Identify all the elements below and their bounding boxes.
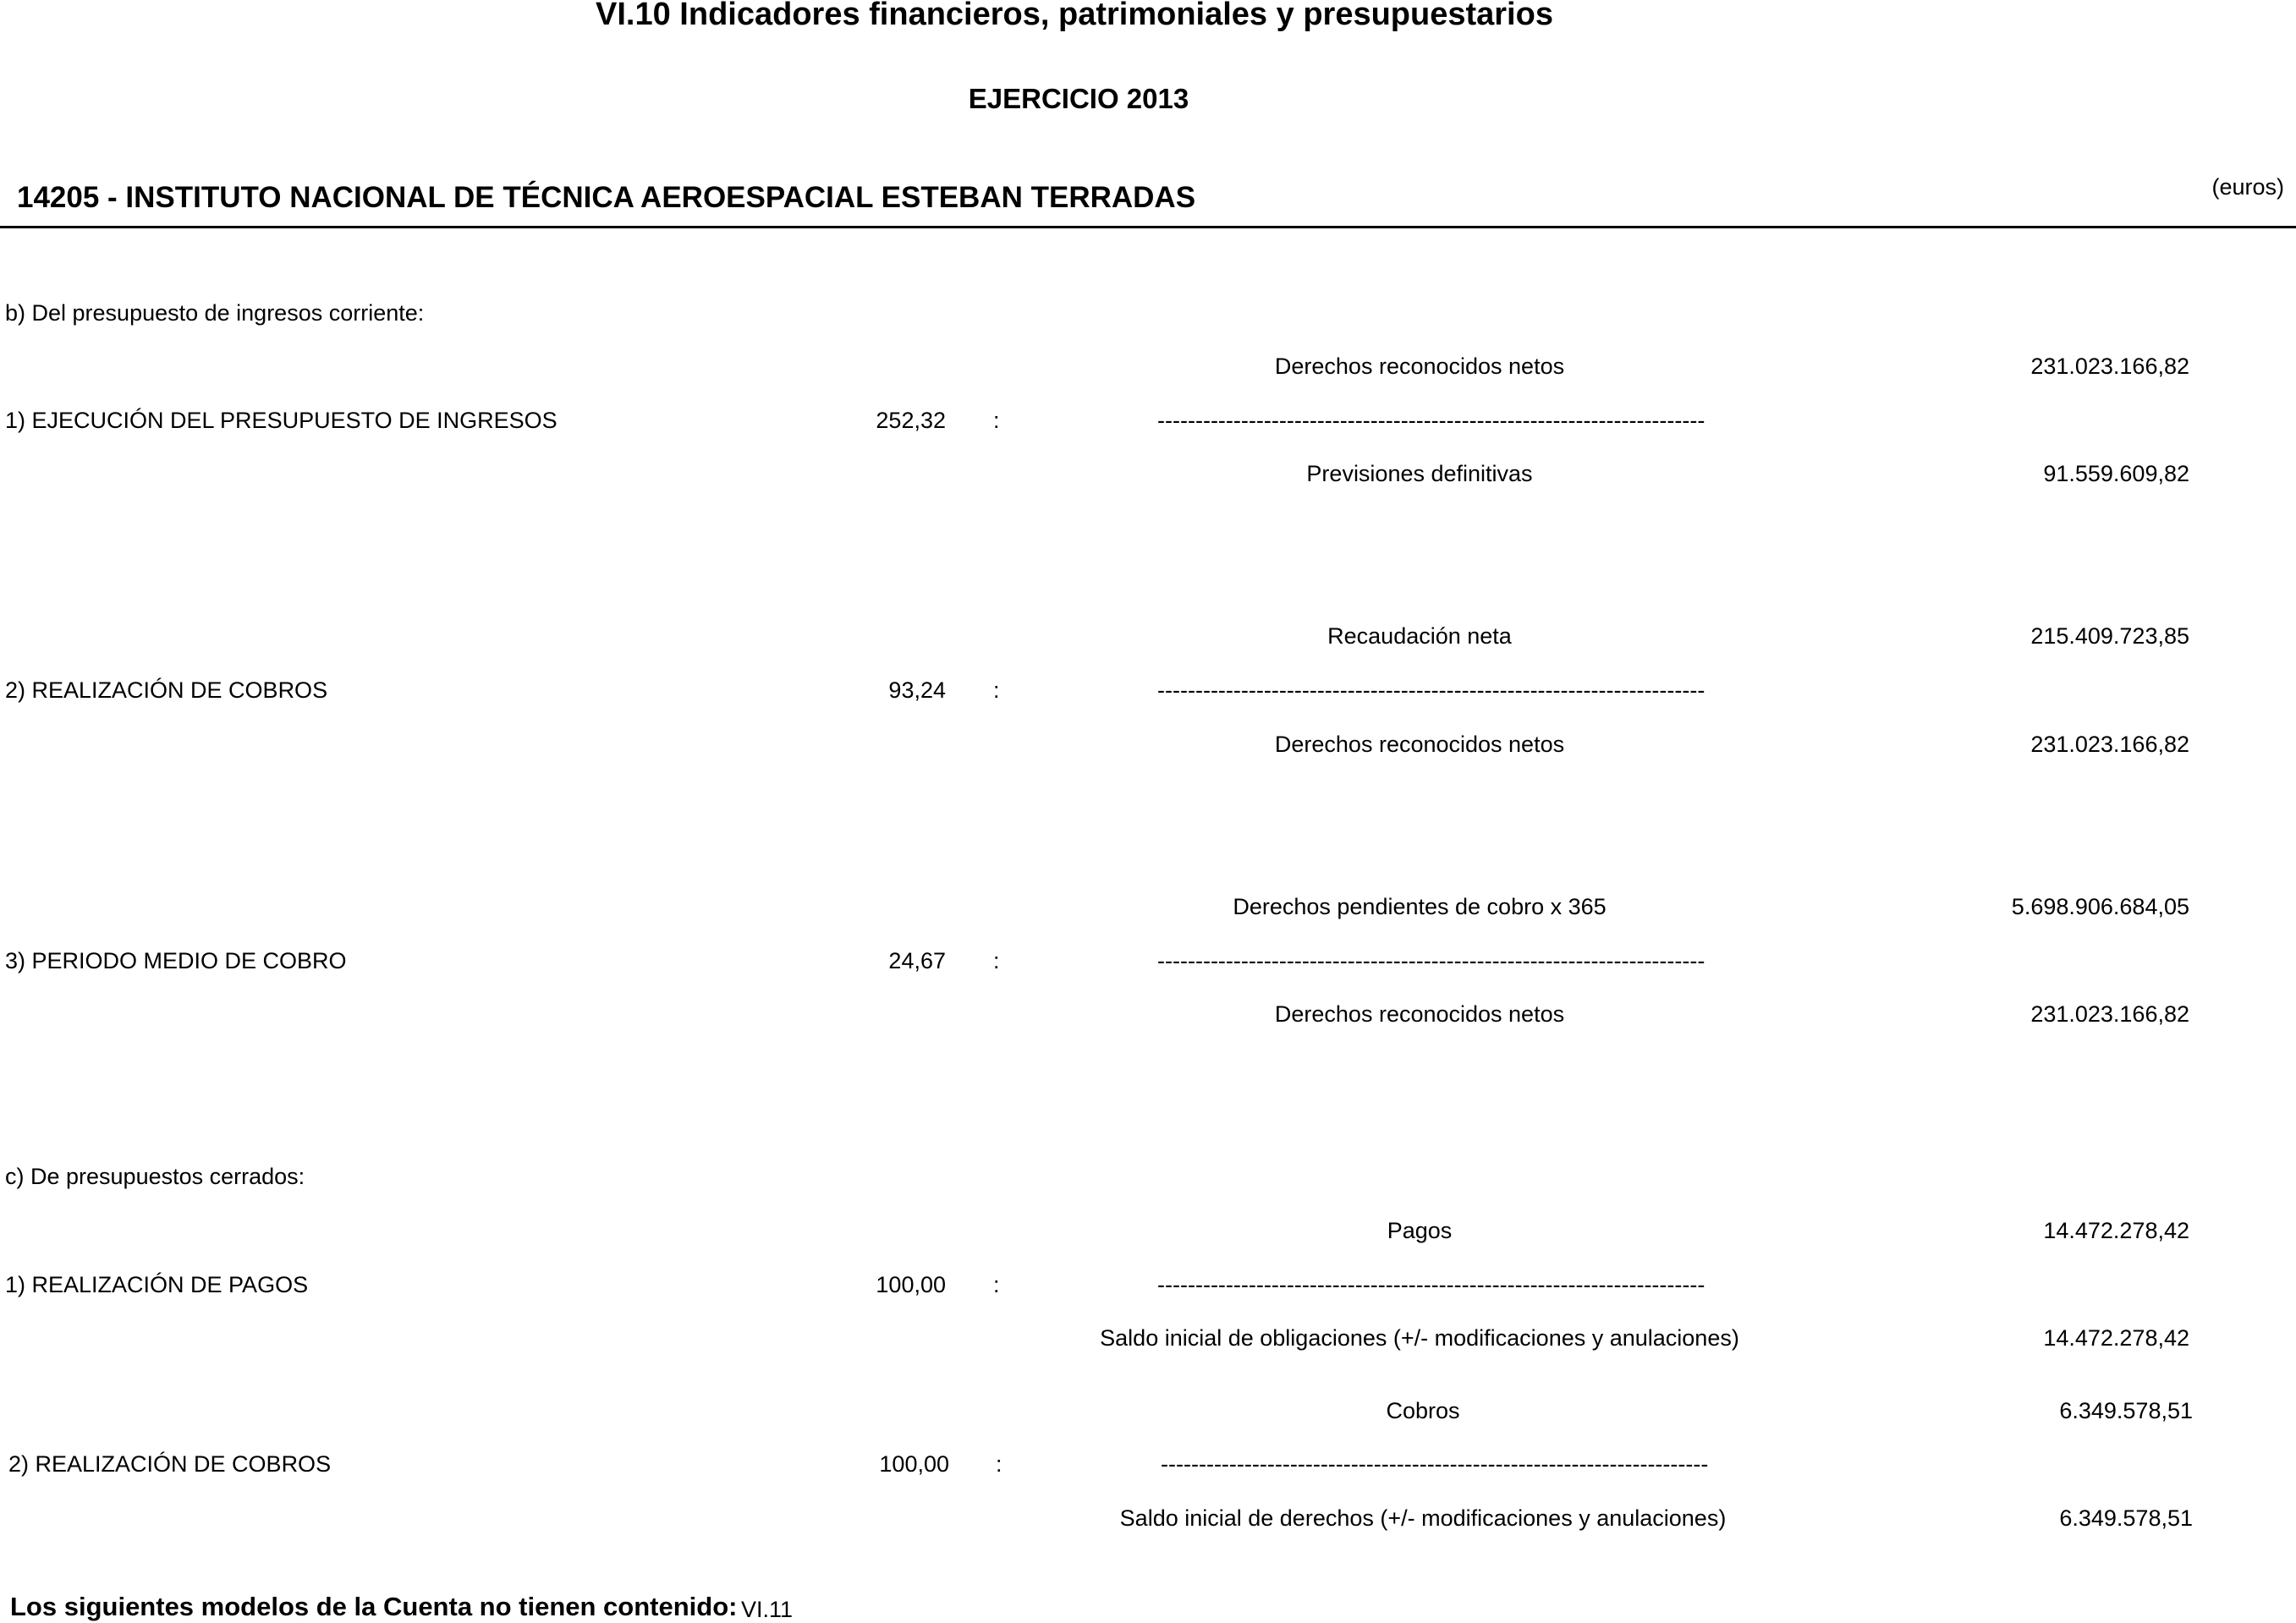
numerator-value: 231.023.166,82 xyxy=(2030,354,2189,379)
footer-label: Los siguientes modelos de la Cuenta no tienen contenido: xyxy=(10,1592,738,1621)
indicator-value: 252,32 xyxy=(876,408,946,433)
section-b-heading: b) Del presupuesto de ingresos corriente: xyxy=(5,300,425,326)
indicator-name: 3) PERIODO MEDIO DE COBRO xyxy=(5,948,347,973)
denominator-value: 231.023.166,82 xyxy=(2030,1001,2189,1027)
numerator-value: 6.349.578,51 xyxy=(2059,1398,2193,1423)
numerator-label: Recaudación neta xyxy=(1327,623,1512,649)
colon: : xyxy=(996,1451,1002,1477)
entity-heading: 14205 - INSTITUTO NACIONAL DE TÉCNICA AEROESPACIAL ESTEBAN TERRADAS xyxy=(17,181,1196,214)
fraction-bar: ------------------------------------------------------------------------ xyxy=(1157,948,1706,973)
indicator-value: 93,24 xyxy=(888,677,946,703)
colon: : xyxy=(993,1272,1000,1297)
colon: : xyxy=(993,408,1000,433)
fraction-bar: ------------------------------------------------------------------------ xyxy=(1161,1451,1709,1477)
header-divider xyxy=(0,226,2296,228)
denominator-label: Derechos reconocidos netos xyxy=(1274,732,1565,757)
denominator-value: 6.349.578,51 xyxy=(2059,1505,2193,1531)
fraction-bar: ------------------------------------------------------------------------ xyxy=(1157,408,1706,433)
colon: : xyxy=(993,948,1000,973)
indicator-value: 100,00 xyxy=(876,1272,946,1297)
units-label: (euros) xyxy=(2211,174,2284,200)
denominator-value: 91.559.609,82 xyxy=(2043,461,2189,486)
page-title: VI.10 Indicadores financieros, patrimoniales y presupuestarios xyxy=(596,0,1553,32)
section-c-heading: c) De presupuestos cerrados: xyxy=(5,1164,305,1189)
denominator-value: 231.023.166,82 xyxy=(2030,732,2189,757)
denominator-label: Previsiones definitivas xyxy=(1306,461,1533,486)
indicator-name: 2) REALIZACIÓN DE COBROS xyxy=(5,677,328,703)
indicator-name: 2) REALIZACIÓN DE COBROS xyxy=(8,1451,332,1477)
fiscal-year-subtitle: EJERCICIO 2013 xyxy=(968,83,1189,114)
denominator-label: Saldo inicial de obligaciones (+/- modificaciones y anulaciones) xyxy=(1100,1325,1739,1351)
indicator-value: 24,67 xyxy=(888,948,946,973)
footer-models: VI.11 xyxy=(741,1597,794,1622)
fraction-bar: ------------------------------------------------------------------------ xyxy=(1157,1272,1706,1297)
numerator-value: 5.698.906.684,05 xyxy=(2011,894,2189,919)
numerator-label: Cobros xyxy=(1386,1398,1460,1423)
numerator-label: Derechos reconocidos netos xyxy=(1274,354,1565,379)
indicator-value: 100,00 xyxy=(879,1451,949,1477)
numerator-value: 14.472.278,42 xyxy=(2043,1218,2189,1243)
denominator-value: 14.472.278,42 xyxy=(2043,1325,2189,1351)
indicator-name: 1) EJECUCIÓN DEL PRESUPUESTO DE INGRESOS xyxy=(5,408,558,433)
numerator-label: Derechos pendientes de cobro x 365 xyxy=(1233,894,1607,919)
denominator-label: Saldo inicial de derechos (+/- modificaciones y anulaciones) xyxy=(1119,1505,1727,1531)
colon: : xyxy=(993,677,1000,703)
denominator-label: Derechos reconocidos netos xyxy=(1274,1001,1565,1027)
numerator-label: Pagos xyxy=(1387,1218,1453,1243)
indicator-name: 1) REALIZACIÓN DE PAGOS xyxy=(5,1272,309,1297)
fraction-bar: ------------------------------------------------------------------------ xyxy=(1157,677,1706,703)
numerator-value: 215.409.723,85 xyxy=(2030,623,2189,649)
